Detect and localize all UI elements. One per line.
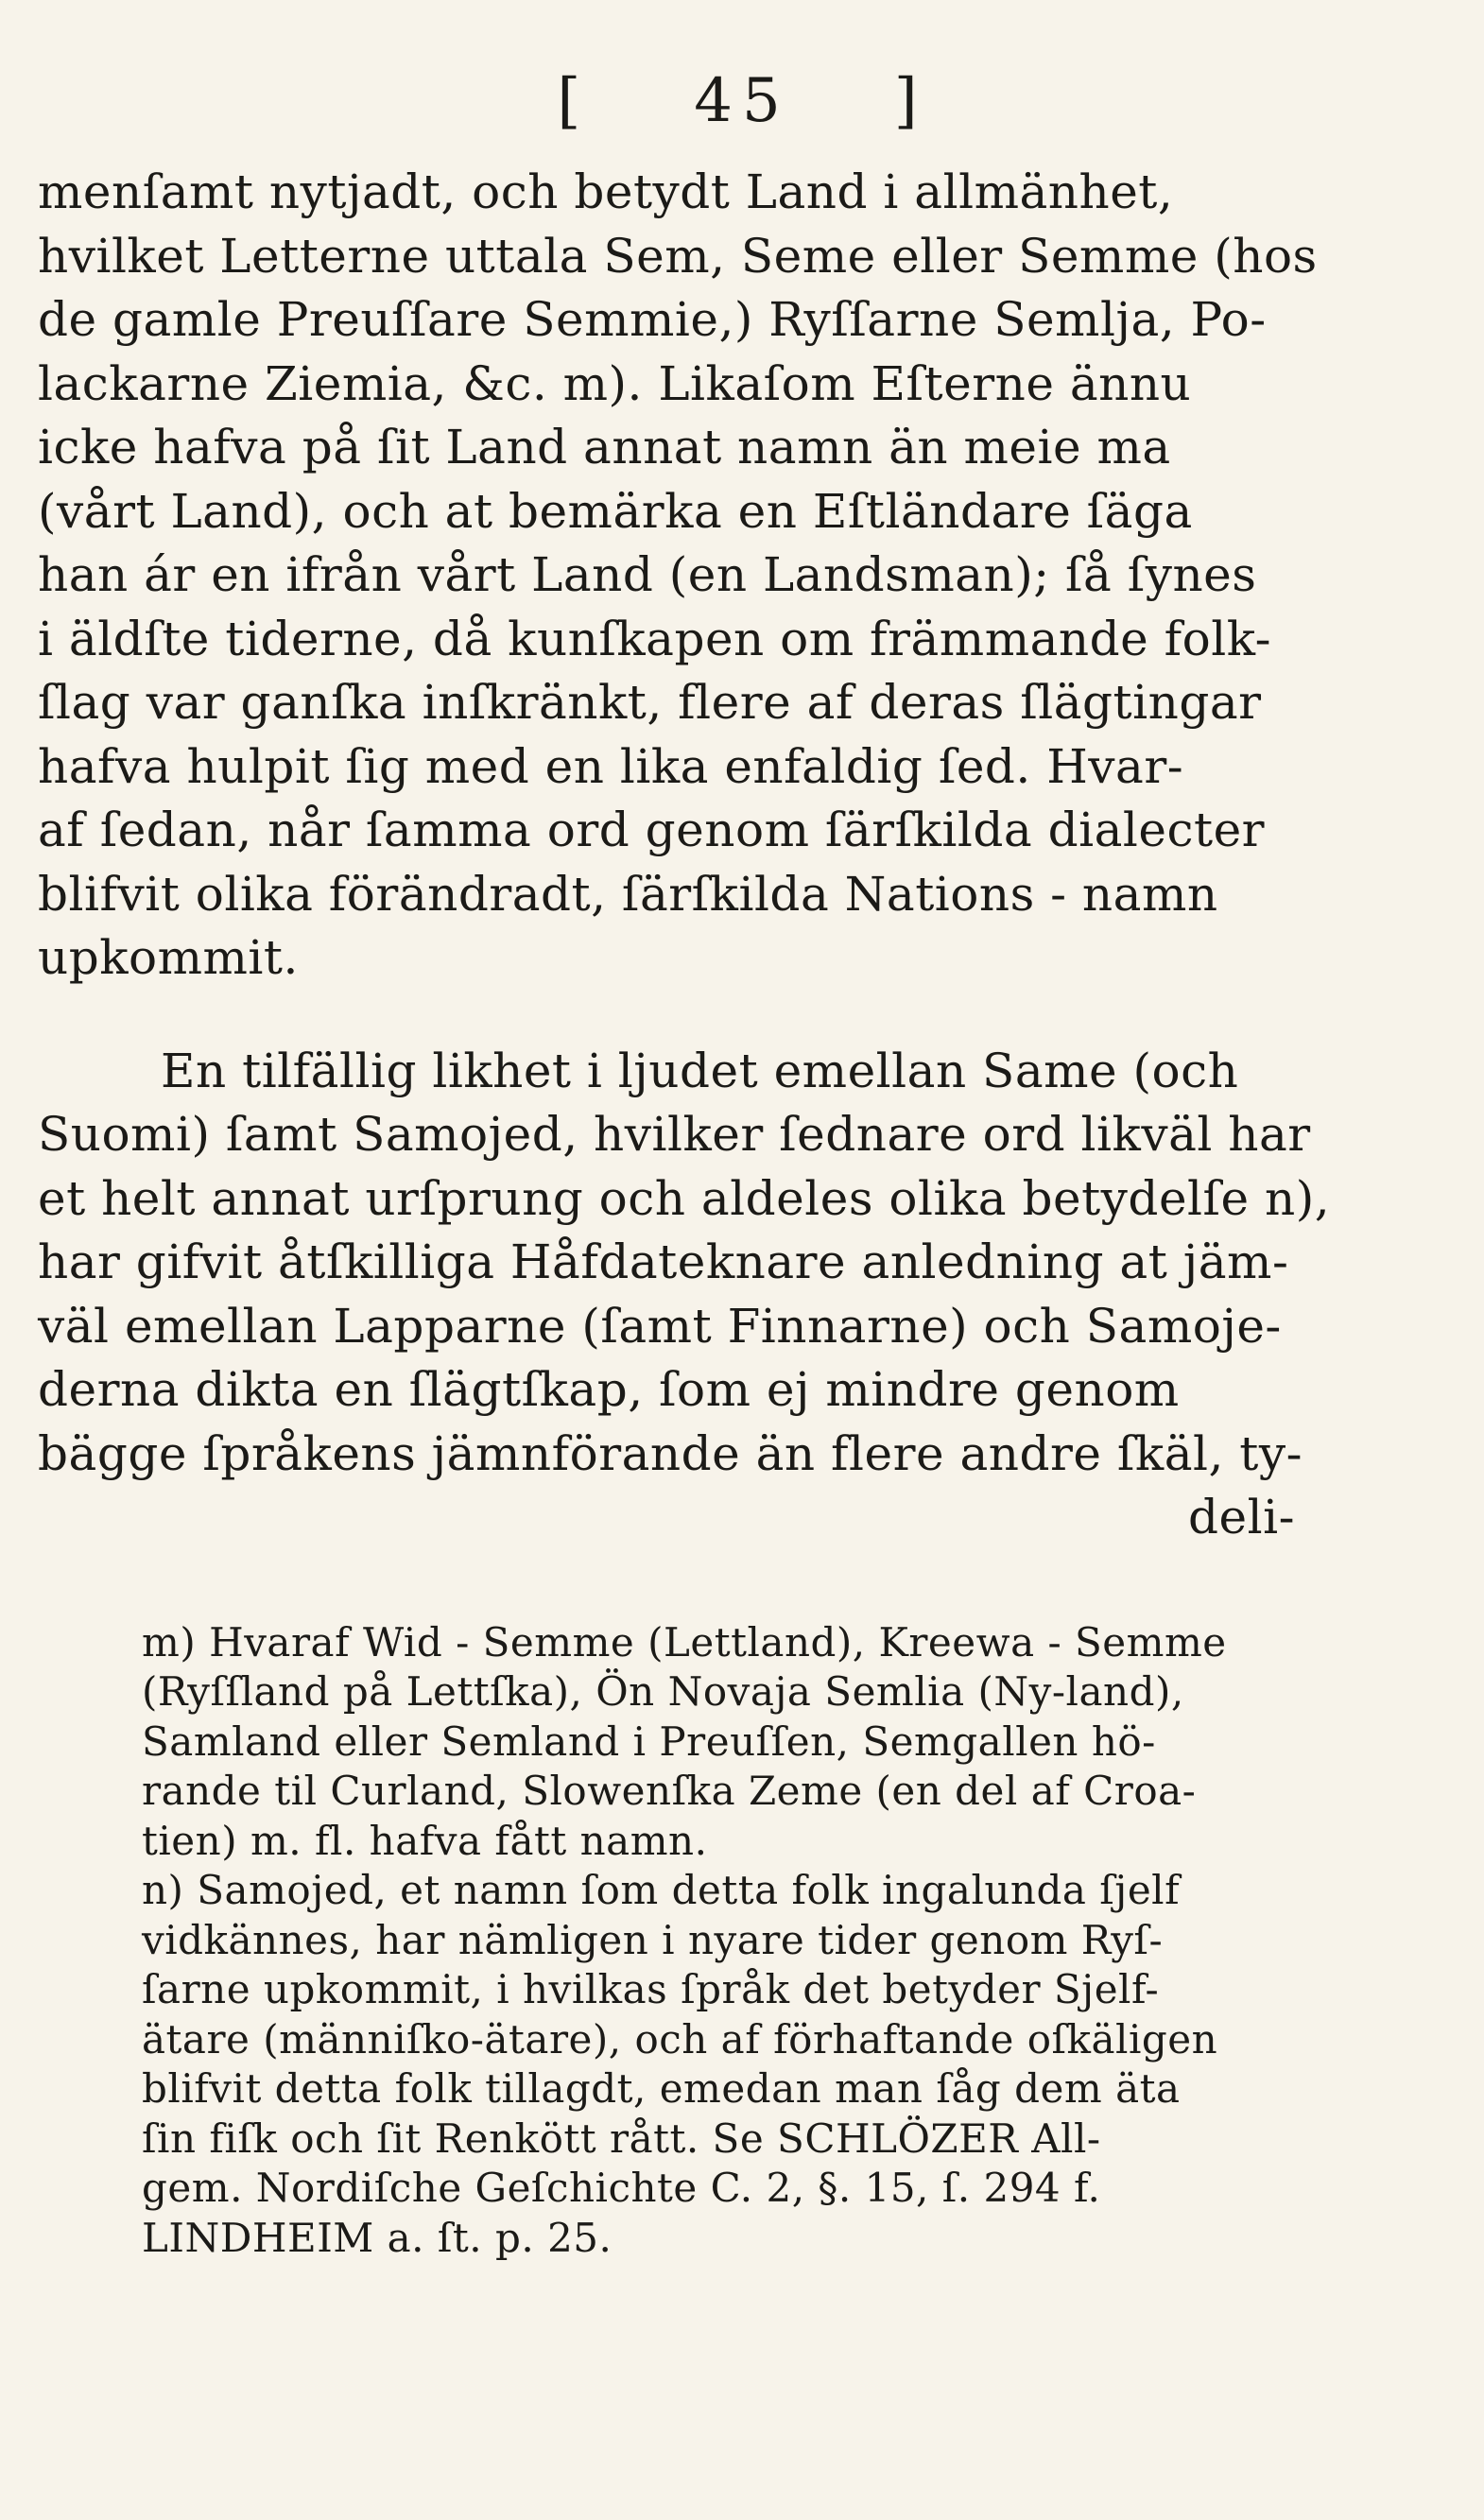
text-line: ſlag var ganſka inſkränkt, flere af deras ſlägtingar (38, 675, 1262, 730)
text-line: hafva hulpit ſig med en lika enfaldig ſed. Hvar- (38, 738, 1184, 794)
text-line: hvilket Letterne uttala Sem, Seme eller Semme (hos (38, 228, 1318, 284)
bracket-left: [ (557, 66, 591, 136)
footnote-m-line: (Ryſſland på Lettſka), Ön Novaja Semlia (Ny-land), (142, 1668, 1184, 1715)
footnote-m-line: tien) m. fl. hafva fått namn. (142, 1817, 708, 1864)
text-line: En tilfällig likhet i ljudet emellan Same (och (161, 1043, 1239, 1098)
text-line: (vårt Land), och at bemärka en Eſtländare ſäga (38, 483, 1193, 539)
text-line: derna dikta en ſlägtſkap, ſom ej mindre genom (38, 1362, 1180, 1417)
bracket-right: ] (893, 66, 927, 136)
text-line: upkommit. (38, 930, 299, 985)
footnote-n-line: ätare (männiſko-ätare), och af förhaftande oſkäligen (142, 2015, 1218, 2063)
footnote-n-line: gem. Nordiſche Geſchichte C. 2, §. 15, ſ. 294 f. (142, 2165, 1101, 2211)
footnote-m-line: Samland eller Semland i Preuſſen, Semgallen hö- (142, 1717, 1156, 1765)
text-line: har gifvit åtſkilliga Håfdateknare anledning at jäm- (38, 1234, 1289, 1289)
text-line: lackarne Ziemia, &c. m). Likaſom Eſterne ännu (38, 355, 1192, 411)
footnote-m-line: rande til Curland, Slowenſka Zeme (en del af Croa- (142, 1768, 1197, 1814)
text-line: Suomi) ſamt Samojed, hvilker ſednare ord likväl har (38, 1107, 1311, 1162)
body-text (38, 161, 1331, 2263)
text-line: menſamt nytjadt, och betydt Land i allmänhet, (38, 164, 1174, 219)
text-line: väl emellan Lapparne (ſamt Finnarne) och Samoje- (38, 1298, 1282, 1354)
text-line: i äldſte tiderne, då kunſkapen om främmande folk- (38, 611, 1272, 666)
page-header (0, 66, 1484, 136)
text-line: icke hafva på ſit Land annat namn än meie ma (38, 420, 1171, 475)
text-line: blifvit olika förändradt, ſärſkilda Nations - namn (38, 866, 1218, 922)
footnote-n-line: blifvit detta folk tillagdt, emedan man ſåg dem äta (142, 2065, 1181, 2112)
text-line: bägge ſpråkens jämnförande än flere andre ſkäl, ty- (38, 1425, 1303, 1481)
page-number: 45 (694, 66, 790, 136)
text-line: af ſedan, når ſamma ord genom ſärſkilda dialecter (38, 803, 1266, 857)
paragraph-2 (38, 1040, 1331, 1550)
footnote-n-line: vidkännes, har nämligen i nyare tider genom Ryſ- (142, 1916, 1164, 1963)
footnote-n-line: LINDHEIM a. ſt. p. 25. (142, 2214, 613, 2261)
text-line: han ár en ifrån vårt Land (en Landsman); ſå ſynes (38, 547, 1257, 602)
footnote-n-line: ſin fiſk och ſit Renkött rått. Se SCHLÖZER All- (142, 2114, 1101, 2162)
footnote-n-line: ſarne upkommit, i hvilkas ſpråk det betyder Sjelf- (142, 1966, 1160, 2012)
paragraph-1 (38, 161, 1318, 991)
footnote-n-line: n) Samojed, et namn ſom detta folk ingalunda ſjelf (142, 1867, 1181, 1913)
footnote-m-line: m) Hvaraf Wid - Semme (Lettland), Kreewa - Semme (142, 1618, 1227, 1666)
catchword: deli- (1188, 1490, 1295, 1545)
text-line: et helt annat urſprung och aldeles olika betydelſe n), (38, 1170, 1331, 1226)
footnote-separator (38, 1550, 1304, 1618)
footnotes (38, 1618, 1304, 2264)
text-line: de gamle Preuſſare Semmie,) Ryſſarne Semlja, Po- (38, 292, 1267, 347)
